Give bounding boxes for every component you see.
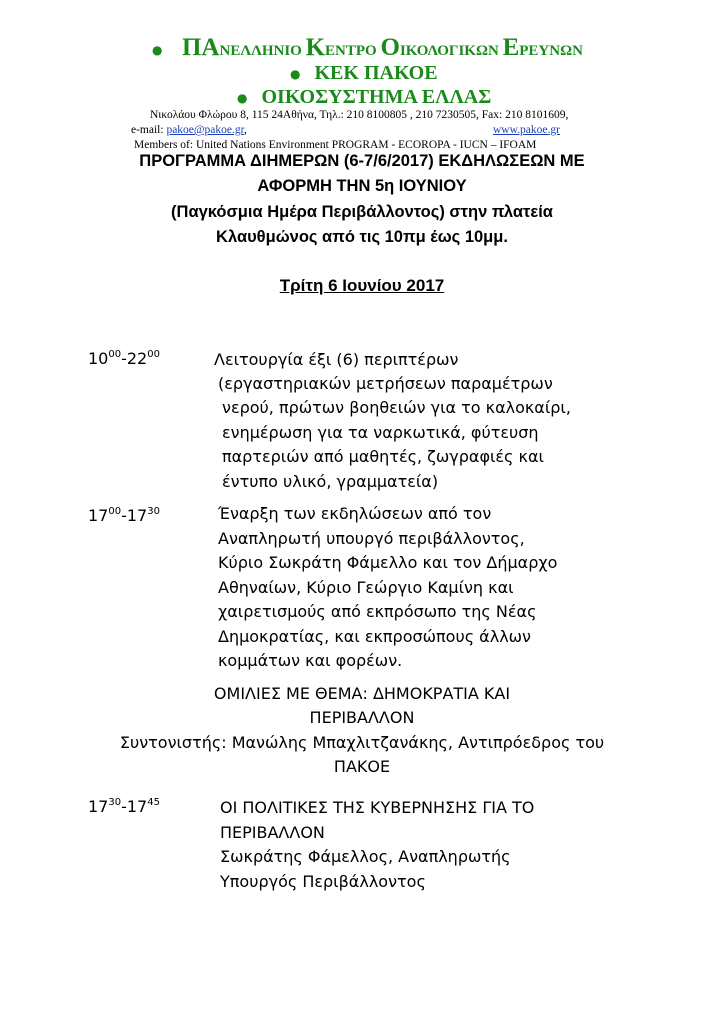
session-moderator-line: Συντονιστής: Μανώλης Μπαχλιτζανάκης, Αντιπρόεδρος του — [119, 733, 605, 752]
event-description-continued — [218, 372, 553, 397]
session-heading-line: ΟΜΙΛΙΕΣ ΜΕ ΘΕΜΑ: ΔΗΜΟΚΡΑΤΙΑ ΚΑΙ — [213, 684, 511, 703]
org-line-2 — [290, 62, 438, 85]
event-line: Αναπληρωτή υπουργό περιβάλλοντος, — [218, 528, 525, 548]
program-title-line: Κλαυθμώνος από τις 10πμ έως 10μμ. — [216, 228, 508, 246]
event-line: Δημοκρατίας, και εκπροσώπους άλλων — [218, 626, 531, 646]
email-label: e-mail: — [131, 124, 164, 136]
event-line: ενημέρωση για τα ναρκωτικά, φύτευση — [222, 422, 539, 442]
bullet-icon: ● — [237, 91, 248, 106]
event-line: Αθηναίων, Κύριο Γεώργιο Καμίνη και — [218, 577, 514, 597]
event-line: Σωκράτης Φάμελλος, Αναπληρωτής — [220, 847, 511, 866]
org-name-part: Κ — [305, 34, 326, 61]
bullet-icon: ● — [290, 67, 301, 82]
event-line: (εργαστηριακών μετρήσεων παραμέτρων — [218, 374, 553, 393]
event-description — [220, 796, 534, 894]
org-name-part: Ε — [502, 34, 520, 61]
event-line: χαιρετισμούς από εκπρόσωπο της Νέας — [218, 602, 537, 621]
org-name — [182, 35, 583, 60]
org-name-part: ΝΕΛΛΗΝΙΟ — [219, 43, 306, 59]
org-name-part: ΕΝΤΡΟ — [325, 43, 381, 59]
event-time: $10^{00}-22^{00}$ — [88, 349, 160, 368]
org-line-3 — [237, 86, 491, 109]
bullet-icon: ● — [152, 42, 163, 57]
event-line: ΠΕΡΙΒΑΛΛΟΝ — [220, 822, 325, 842]
event-line: Λειτουργία έξι (6) περιπτέρων — [214, 350, 459, 369]
event-line: κομμάτων και φορέων. — [218, 651, 403, 670]
org-name-part: Ο — [380, 34, 400, 61]
event-line: παρτεριών από μαθητές, ζωγραφιές και — [222, 447, 544, 466]
ecosystem-label: ΟΙΚΟΣΥΣΤΗΜΑ ΕΛΛΑΣ — [261, 86, 492, 108]
event-line: ΟΙ ΠΟΛΙΤΙΚΕΣ ΤΗΣ ΚΥΒΕΡΝΗΣΗΣ ΓΙΑ ΤΟ — [220, 798, 535, 817]
kek-pakoe-label: ΚΕΚ ΠΑΚΟΕ — [314, 62, 438, 84]
event-description — [214, 348, 458, 373]
event-time: $17^{00}-17^{30}$ — [88, 506, 160, 525]
org-name-part: ΡΕΥΝΩΝ — [519, 43, 583, 59]
org-name-line — [152, 34, 583, 62]
org-name-part: ΙΚΟΛΟΓΙΚΩΝ — [399, 43, 503, 59]
session-heading-line: ΠΕΡΙΒΑΛΛΟΝ — [309, 708, 415, 727]
website-link[interactable]: www.pakoe.gr — [493, 124, 560, 136]
program-title-line: ΑΦΟΡΜΗ ΤΗΝ 5η ΙΟΥΝΙΟΥ — [257, 177, 467, 195]
org-name-part: ΠΑ — [181, 34, 220, 61]
event-line: Υπουργός Περιβάλλοντος — [220, 871, 426, 891]
members-line: Members of: United Nations Environment PROGRAM - ECOROPA - IUCN – IFOAM — [134, 139, 537, 151]
date-heading: Τρίτη 6 Ιουνίου 2017 — [279, 276, 445, 295]
email-suffix: , — [243, 124, 247, 136]
contact-line — [131, 124, 571, 136]
address-line: Νικολάου Φλώρου 8, 115 24Αθήνα, Τηλ.: 210 8100805 , 210 7230505, Fax: 210 8101609, — [150, 109, 569, 121]
event-line: Κύριο Σωκράτη Φάμελλο και τον Δήμαρχο — [218, 553, 558, 572]
program-title-line: ΠΡΟΓΡΑΜΜΑ ΔΙΗΜΕΡΩΝ (6-7/6/2017) ΕΚΔΗΛΩΣΕΩΝ ΜΕ — [139, 152, 585, 170]
event-description — [218, 502, 557, 674]
event-line: Έναρξη των εκδηλώσεων από τον — [218, 504, 492, 523]
event-description-continued — [222, 396, 571, 494]
event-line: νερού, πρώτων βοηθειών για το καλοκαίρι, — [222, 398, 571, 417]
email-link[interactable]: pakoe@pakoe.gr — [166, 124, 244, 136]
event-line: έντυπο υλικό, γραμματεία) — [222, 471, 439, 491]
session-moderator-line: ΠΑΚΟΕ — [333, 757, 391, 776]
event-time: $17^{30}-17^{45}$ — [88, 797, 160, 816]
program-title-line: (Παγκόσμια Ημέρα Περιβάλλοντος) στην πλατεία — [171, 203, 553, 221]
